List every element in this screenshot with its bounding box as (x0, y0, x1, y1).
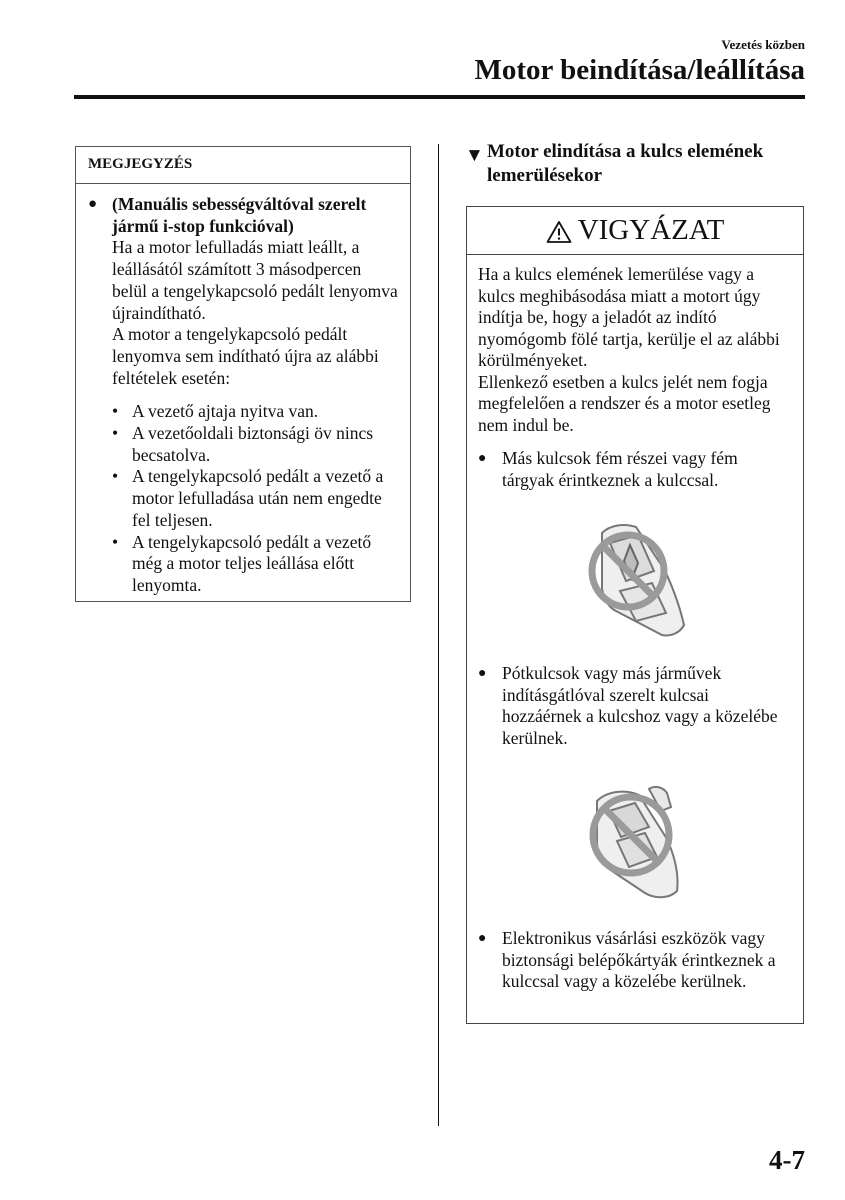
list-item (112, 401, 400, 423)
key-near-other-key-illustration (579, 777, 689, 907)
note-body (76, 184, 410, 597)
list-bullet: ● (478, 931, 487, 946)
note-paragraph-1: Ha a motor lefulladás miatt leállt, a leállásától számított 3 másodpercen belül a tengelykapcsoló pedált lenyomva újraindítható. (112, 237, 398, 323)
note-condition-list (112, 401, 400, 596)
warning-triangle-icon (546, 220, 572, 249)
list-item-text: A tengelykapcsoló pedált a vezető még a motor teljes leállása előtt lenyomta. (132, 531, 372, 595)
caution-intro-2: Ellenkező esetben a kulcs jelét nem fogja megfelelően a rendszer és a motor esetleg nem indul be. (478, 371, 771, 435)
list-item (478, 448, 793, 491)
list-item (112, 423, 400, 466)
list-item-text: Pótkulcsok vagy más járművek indításgátlóval szerelt kulcsai hozzáérnek a kulcshoz vagy a közelébe kerülnek. (502, 663, 778, 748)
list-item-text: A tengelykapcsoló pedált a vezető a motor lefulladása után nem engedte fel teljesen. (132, 466, 384, 530)
caution-title: VIGYÁZAT (577, 214, 725, 246)
note-bullet: ● (88, 196, 98, 212)
list-bullet: • (112, 401, 119, 422)
caution-body (467, 255, 803, 491)
note-paragraph-2: A motor a tengelykapcsoló pedált lenyomva sem indítható újra az alábbi feltételek esetén: (112, 324, 379, 388)
list-bullet: • (112, 531, 119, 552)
page-number: 4-7 (769, 1145, 805, 1175)
list-bullet: • (112, 423, 119, 444)
column-divider (438, 144, 439, 1126)
list-bullet: • (112, 466, 119, 487)
list-item (478, 663, 793, 749)
list-item-text: A vezető ajtaja nyitva van. (132, 401, 319, 422)
list-item (478, 928, 793, 993)
note-bold-text: (Manuális sebességváltóval szerelt jármű i-stop funkcióval) (112, 194, 367, 236)
caution-header (467, 207, 803, 255)
header-rule (74, 95, 805, 99)
list-bullet: ● (478, 666, 487, 681)
list-item (112, 532, 400, 597)
note-text (112, 194, 400, 597)
list-item-text: Más kulcsok fém részei vagy fém tárgyak érintkeznek a kulccsal. (502, 448, 738, 490)
triangle-marker-icon: ▼ (465, 145, 484, 166)
section-heading-text: Motor elindítása a kulcs elemének lemerülésekor (487, 141, 764, 186)
note-heading: MEGJEGYZÉS (76, 147, 410, 184)
list-item (112, 466, 400, 531)
key-metal-contact-illustration (580, 515, 692, 645)
list-item-text: A vezetőoldali biztonsági öv nincs becsatolva. (132, 423, 374, 465)
list-item-text: Elektronikus vásárlási eszközök vagy biztonsági belépőkártyák érintkeznek a kulccsal vagy a közelébe kerülnek. (502, 928, 776, 991)
note-box (75, 146, 411, 602)
caution-box (466, 206, 804, 1024)
caution-intro: Ha a kulcs elemének lemerülése vagy a kulcs meghibásodása miatt a motort úgy indítja be, hogy a jeladót az indító nyomógomb fölé tartja, kerülje el az alábbi körülményeket. (478, 264, 780, 370)
section-heading (465, 140, 805, 188)
section-label: Vezetés közben (721, 37, 805, 52)
page-title: Motor beindítása/leállítása (474, 54, 805, 86)
list-bullet: ● (478, 451, 487, 466)
